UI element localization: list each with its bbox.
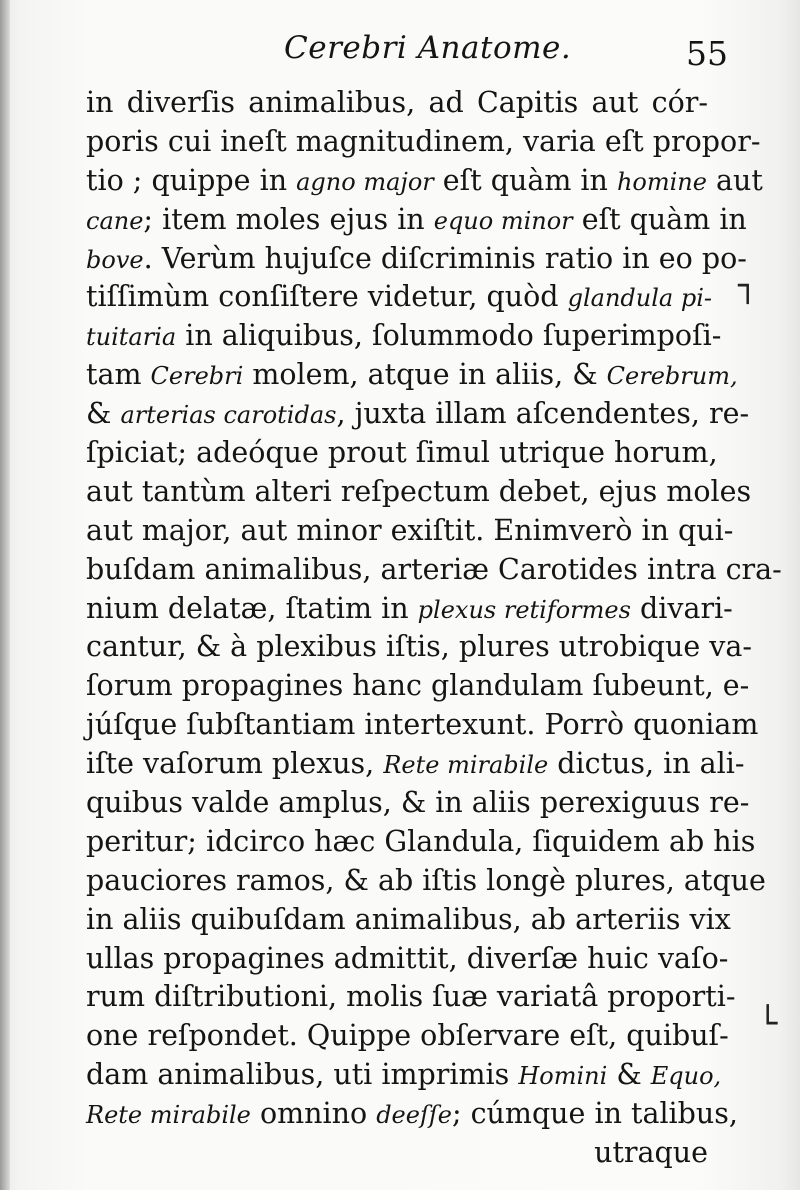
text-line — [86, 201, 747, 240]
italic-term: Cerebrum, — [606, 362, 738, 391]
text-segment: eſt quàm in — [433, 163, 617, 197]
text-line — [86, 473, 752, 512]
text-line — [86, 667, 750, 706]
text-line — [86, 784, 750, 823]
text-line — [86, 278, 712, 317]
text-line — [86, 1134, 708, 1173]
italic-term: plexus retiformes — [417, 595, 631, 624]
text-segment: one reſpondet. Quippe obſervare eſt, quibuſ- — [86, 1019, 729, 1053]
italic-term: glandula pi- — [567, 284, 712, 313]
text-segment: tam — [86, 358, 151, 392]
text-line — [86, 395, 750, 434]
text-line — [86, 123, 761, 162]
text-line — [86, 745, 745, 784]
text-segment: peritur; idcirco hæc Glandula, ſiquidem ab his — [86, 824, 756, 858]
text-line — [86, 551, 782, 590]
text-segment: ullas propagines admittit, diverſæ huic vaſo- — [86, 941, 729, 975]
text-segment: aut — [706, 163, 763, 197]
page-number: 55 — [686, 34, 728, 73]
text-segment: aut tantùm alteri reſpectum debet, ejus moles — [86, 474, 752, 508]
italic-term: bove — [86, 245, 144, 274]
text-segment: in aliquibus, ſolummodo ſuperimpoſi- — [176, 319, 722, 353]
text-segment: ; item moles ejus in — [143, 202, 434, 236]
text-segment: nium delatæ, ſtatim in — [86, 591, 418, 625]
text-segment: ; cúmque in talibus, — [451, 1097, 738, 1131]
text-line — [86, 823, 756, 862]
running-title: Cerebri Anatome. — [284, 30, 572, 66]
italic-term: Rete mirabile — [383, 751, 549, 780]
text-segment: divari- — [630, 591, 733, 625]
italic-term: agno major — [296, 167, 434, 196]
text-segment: & — [86, 397, 121, 431]
text-segment: ſpiciat; adeóque prout ſimul utrique horum, — [86, 436, 718, 470]
text-segment: quibus valde amplus, & in aliis perexiguus re- — [86, 786, 750, 820]
italic-term: tuitaria — [86, 323, 177, 352]
text-segment: rum diſtributioni, molis ſuæ variatâ proporti- — [86, 980, 736, 1014]
text-line — [86, 434, 718, 473]
text-segment: & — [607, 1058, 651, 1092]
text-segment: utraque — [594, 1136, 708, 1170]
margin-bracket-mark: └ — [758, 1004, 778, 1042]
text-line — [86, 978, 736, 1017]
text-line — [86, 1095, 738, 1134]
page-gutter-shadow — [0, 0, 10, 1190]
text-segment: eſt quàm in — [572, 202, 747, 236]
text-segment: tio ; quippe in — [86, 163, 297, 197]
italic-term: cane — [86, 206, 144, 235]
text-line — [86, 862, 766, 901]
text-segment: tiſſimùm conſiſtere videtur, quòd — [86, 280, 568, 314]
text-segment: dam animalibus, uti imprimis — [86, 1058, 519, 1092]
text-segment: buſdam animalibus, arteriæ Carotides intra cra- — [86, 552, 782, 586]
italic-term: deeſſe — [376, 1101, 452, 1130]
text-segment: poris cui ineſt magnitudinem, varia eſt propor- — [86, 124, 761, 158]
italic-term: Equo, — [650, 1062, 722, 1091]
text-line — [86, 1056, 722, 1095]
text-segment: iſte vaſorum plexus, — [86, 747, 384, 781]
body-text — [86, 84, 782, 1173]
text-segment: , juxta illam aſcendentes, re- — [336, 397, 750, 431]
text-segment: in diverſis animalibus, ad Capitis aut cór- — [86, 86, 708, 119]
text-segment: in aliis quibuſdam animalibus, ab arteriis vix — [86, 902, 731, 936]
text-line — [86, 240, 747, 279]
text-segment: ſorum propagines hanc glandulam ſubeunt, e- — [86, 669, 750, 703]
text-line — [86, 940, 729, 979]
italic-term: Rete mirabile — [86, 1101, 251, 1130]
text-segment: omnino — [250, 1097, 377, 1131]
text-line — [86, 356, 738, 395]
italic-term: equo minor — [433, 206, 573, 235]
text-segment: pauciores ramos, & ab iſtis longè plures, atque — [86, 863, 766, 897]
text-segment: molem, atque in aliis, & — [243, 358, 607, 392]
italic-term: arterias carotidas — [120, 401, 337, 430]
text-segment: cantur, & à plexibus iſtis, plures utrobique va- — [86, 630, 752, 664]
text-segment: dictus, in ali- — [548, 747, 745, 781]
italic-term: homine — [616, 167, 707, 196]
text-segment: . Verùm hujuſce diſcriminis ratio in eo po- — [143, 241, 747, 275]
text-line — [86, 162, 763, 201]
margin-bracket-mark: ┐ — [738, 266, 758, 304]
text-line — [86, 628, 752, 667]
text-line — [86, 512, 734, 551]
text-line — [86, 706, 759, 745]
text-segment: aut major, aut minor exiſtit. Enimverò in qui- — [86, 513, 734, 547]
text-line — [86, 84, 708, 123]
text-line — [86, 1017, 729, 1056]
text-line — [86, 901, 731, 940]
italic-term: Cerebri — [150, 362, 244, 391]
text-line — [86, 317, 722, 356]
text-segment: júſque ſubſtantiam intertexunt. Porrò quoniam — [86, 708, 759, 742]
italic-term: Homini — [518, 1062, 608, 1091]
text-line — [86, 590, 733, 629]
